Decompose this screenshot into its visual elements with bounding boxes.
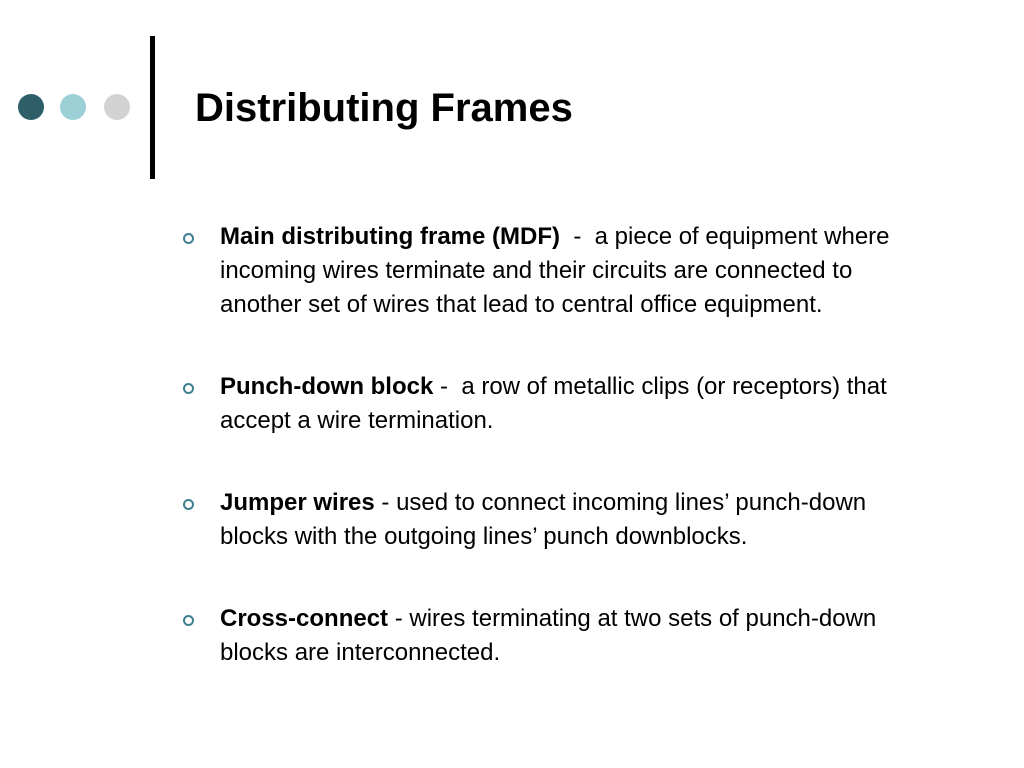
bullet-item-mdf [180,220,940,322]
bullet-list [180,220,940,718]
bullet-item-cross-connect [180,602,940,670]
bullet-term: Jumper wires [220,489,375,516]
bullet-circle-icon [183,383,194,394]
bullet-item-jumper-wires [180,486,940,554]
bullet-term: Cross-connect [220,605,389,632]
decor-dot-gray [104,94,130,120]
bullet-text: - wires terminating at two sets of punch-down blocks are interconnected. [220,605,883,666]
decor-dot-dark [18,94,44,120]
bullet-text: - used to connect incoming lines’ punch-down blocks with the outgoing lines’ punch downblocks. [220,489,873,550]
bullet-text: - a row of metallic clips (or receptors) that accept a wire termination. [220,373,894,434]
bullet-circle-icon [183,615,194,626]
bullet-text: - a piece of equipment where incoming wires terminate and their circuits are connected to another set of wires that lead to central office equipment. [220,223,897,318]
decor-dot-light [60,94,86,120]
title-divider-bar [150,36,155,179]
slide-title: Distributing Frames [195,86,573,130]
bullet-item-punch-down-block [180,370,940,438]
bullet-circle-icon [183,233,194,244]
bullet-circle-icon [183,499,194,510]
bullet-term: Punch-down block [220,373,434,400]
bullet-term: Main distributing frame (MDF) [220,223,560,250]
